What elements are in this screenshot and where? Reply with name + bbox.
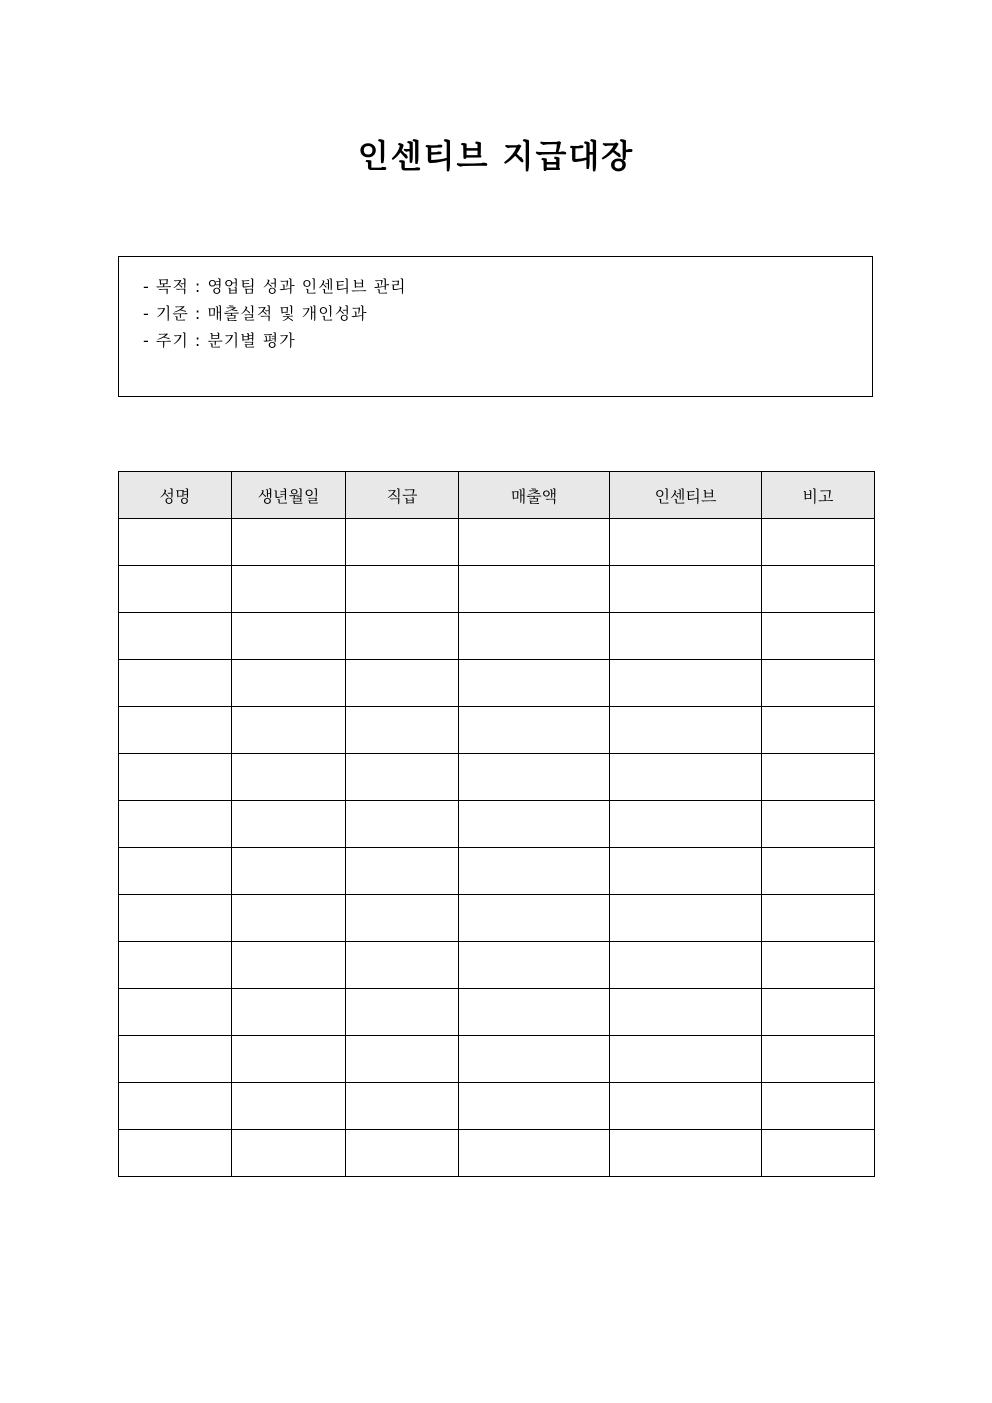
position-cell[interactable] — [346, 707, 459, 754]
name-cell[interactable] — [119, 1130, 232, 1177]
birthdate-cell[interactable] — [232, 1036, 346, 1083]
birthdate-cell[interactable] — [232, 519, 346, 566]
birthdate-cell[interactable] — [232, 989, 346, 1036]
name-cell[interactable] — [119, 848, 232, 895]
incentive-cell[interactable] — [610, 1130, 762, 1177]
sales-cell[interactable] — [459, 848, 610, 895]
remarks-cell[interactable] — [762, 1036, 875, 1083]
page-title: 인센티브 지급대장 — [357, 137, 635, 175]
name-cell[interactable] — [119, 566, 232, 613]
sales-cell[interactable] — [459, 942, 610, 989]
header-sales: 매출액 — [459, 472, 610, 519]
info-box — [118, 256, 873, 397]
remarks-cell[interactable] — [762, 895, 875, 942]
sales-cell[interactable] — [459, 1083, 610, 1130]
table-header-row — [119, 472, 875, 519]
remarks-cell[interactable] — [762, 613, 875, 660]
info-cycle: - 주기 : 분기별 평가 — [143, 331, 296, 350]
name-cell[interactable] — [119, 895, 232, 942]
position-cell[interactable] — [346, 1036, 459, 1083]
table-row — [119, 801, 875, 848]
header-remarks: 비고 — [762, 472, 875, 519]
remarks-cell[interactable] — [762, 801, 875, 848]
birthdate-cell[interactable] — [232, 895, 346, 942]
header-incentive: 인센티브 — [610, 472, 762, 519]
table-row — [119, 848, 875, 895]
incentive-cell[interactable] — [610, 566, 762, 613]
header-name: 성명 — [119, 472, 232, 519]
birthdate-cell[interactable] — [232, 801, 346, 848]
table-row — [119, 1036, 875, 1083]
name-cell[interactable] — [119, 613, 232, 660]
table-row — [119, 566, 875, 613]
birthdate-cell[interactable] — [232, 754, 346, 801]
incentive-cell[interactable] — [610, 848, 762, 895]
name-cell[interactable] — [119, 801, 232, 848]
incentive-cell[interactable] — [610, 989, 762, 1036]
position-cell[interactable] — [346, 1130, 459, 1177]
sales-cell[interactable] — [459, 989, 610, 1036]
remarks-cell[interactable] — [762, 989, 875, 1036]
table-row — [119, 519, 875, 566]
birthdate-cell[interactable] — [232, 660, 346, 707]
birthdate-cell[interactable] — [232, 566, 346, 613]
table-row — [119, 660, 875, 707]
sales-cell[interactable] — [459, 1036, 610, 1083]
sales-cell[interactable] — [459, 707, 610, 754]
name-cell[interactable] — [119, 1083, 232, 1130]
info-criteria: - 기준 : 매출실적 및 개인성과 — [143, 304, 368, 323]
remarks-cell[interactable] — [762, 848, 875, 895]
position-cell[interactable] — [346, 989, 459, 1036]
sales-cell[interactable] — [459, 895, 610, 942]
position-cell[interactable] — [346, 942, 459, 989]
incentive-cell[interactable] — [610, 660, 762, 707]
remarks-cell[interactable] — [762, 660, 875, 707]
name-cell[interactable] — [119, 519, 232, 566]
incentive-cell[interactable] — [610, 1036, 762, 1083]
remarks-cell[interactable] — [762, 566, 875, 613]
table-row — [119, 707, 875, 754]
table-row — [119, 989, 875, 1036]
remarks-cell[interactable] — [762, 942, 875, 989]
birthdate-cell[interactable] — [232, 1130, 346, 1177]
position-cell[interactable] — [346, 801, 459, 848]
name-cell[interactable] — [119, 660, 232, 707]
name-cell[interactable] — [119, 989, 232, 1036]
position-cell[interactable] — [346, 895, 459, 942]
birthdate-cell[interactable] — [232, 848, 346, 895]
position-cell[interactable] — [346, 848, 459, 895]
remarks-cell[interactable] — [762, 1130, 875, 1177]
position-cell[interactable] — [346, 754, 459, 801]
name-cell[interactable] — [119, 707, 232, 754]
incentive-cell[interactable] — [610, 1083, 762, 1130]
table-row — [119, 942, 875, 989]
remarks-cell[interactable] — [762, 754, 875, 801]
sales-cell[interactable] — [459, 519, 610, 566]
remarks-cell[interactable] — [762, 707, 875, 754]
position-cell[interactable] — [346, 613, 459, 660]
table-row — [119, 754, 875, 801]
position-cell[interactable] — [346, 1083, 459, 1130]
sales-cell[interactable] — [459, 1130, 610, 1177]
incentive-table — [118, 471, 875, 1177]
incentive-cell[interactable] — [610, 942, 762, 989]
header-position: 직급 — [346, 472, 459, 519]
table-row — [119, 613, 875, 660]
info-purpose: - 목적 : 영업팀 성과 인센티브 관리 — [143, 277, 407, 296]
name-cell[interactable] — [119, 754, 232, 801]
sales-cell[interactable] — [459, 566, 610, 613]
birthdate-cell[interactable] — [232, 1083, 346, 1130]
sales-cell[interactable] — [459, 801, 610, 848]
position-cell[interactable] — [346, 566, 459, 613]
birthdate-cell[interactable] — [232, 942, 346, 989]
incentive-cell[interactable] — [610, 754, 762, 801]
table-row — [119, 1130, 875, 1177]
table-body — [119, 519, 875, 1177]
incentive-cell[interactable] — [610, 707, 762, 754]
table-row — [119, 1083, 875, 1130]
position-cell[interactable] — [346, 660, 459, 707]
sales-cell[interactable] — [459, 754, 610, 801]
incentive-cell[interactable] — [610, 613, 762, 660]
incentive-cell[interactable] — [610, 801, 762, 848]
birthdate-cell[interactable] — [232, 707, 346, 754]
sales-cell[interactable] — [459, 660, 610, 707]
name-cell[interactable] — [119, 1036, 232, 1083]
remarks-cell[interactable] — [762, 519, 875, 566]
birthdate-cell[interactable] — [232, 613, 346, 660]
sales-cell[interactable] — [459, 613, 610, 660]
name-cell[interactable] — [119, 942, 232, 989]
table-row — [119, 895, 875, 942]
remarks-cell[interactable] — [762, 1083, 875, 1130]
incentive-cell[interactable] — [610, 895, 762, 942]
position-cell[interactable] — [346, 519, 459, 566]
header-birthdate: 생년월일 — [232, 472, 346, 519]
incentive-cell[interactable] — [610, 519, 762, 566]
